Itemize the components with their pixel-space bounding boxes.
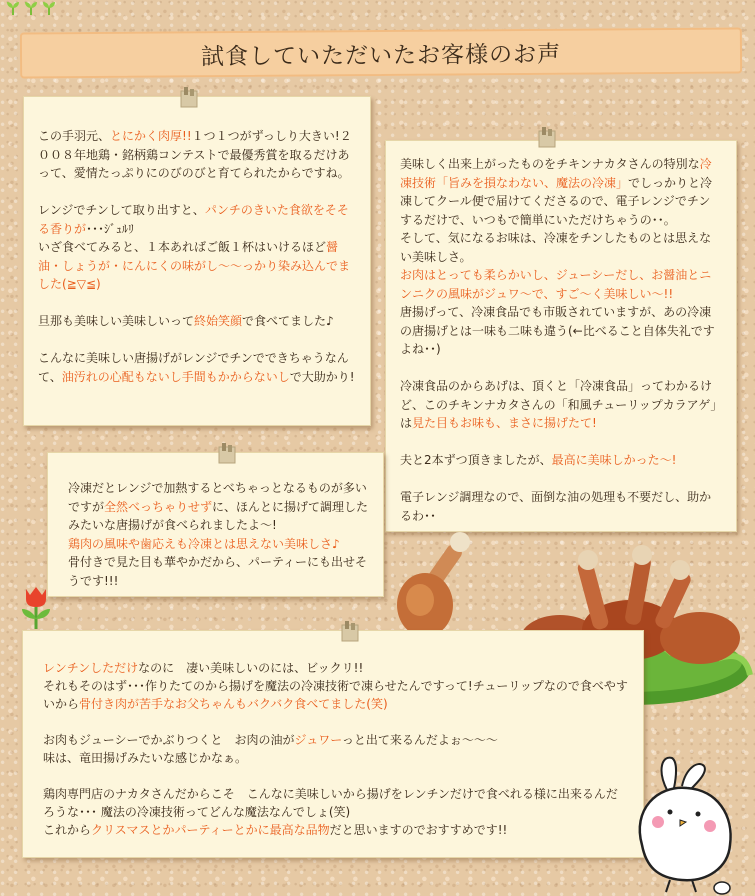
pushpin-icon [218, 443, 236, 465]
review-a-para-3 [38, 312, 356, 331]
highlight-text: 醤油・しょうが・にんにくの味がし～～っかり染み込んでました(≧▽≦) [38, 240, 351, 291]
text-segment: こんなに美味しい唐揚げがレンジでチンでできちゃうなんて、 [38, 351, 349, 384]
text-segment: に、ほんとに揚げて調理したみたいな唐揚げが食べられましたよ～! [68, 499, 369, 532]
text-segment: っと出て来るんだよぉ～～～ 味は、竜田揚げみたいな感じかなぁ。 [43, 733, 498, 765]
text-segment: 骨付きで見た目も華やかだから、パーティーにも出せそうです!!! [68, 555, 368, 588]
text-segment: 夫と2本ずつ頂きましたが、 [400, 453, 552, 467]
bird-mascot-icon [612, 750, 752, 896]
text-segment: 美味しく出来上がったものをチキンナカタさんの特別な [400, 157, 700, 171]
text-segment: 電子レンジ調理なので、面倒な油の処理も不要だし、助かるわ･･ [400, 490, 712, 523]
sprout-icon [42, 0, 56, 14]
highlight-text: お肉はとっても柔らかいし、ジューシーだし、お醤油とニンニクの風味がジュワ～で、すご～く美味しい～!! [400, 268, 712, 301]
tulip-icon [18, 583, 54, 629]
review-d-para-3 [43, 785, 629, 839]
review-b-para-1 [400, 155, 722, 359]
pushpin-icon [180, 87, 198, 109]
text-segment: でしっかりと冷凍してクール便で届けてくださるので、電子レンジでチンするだけで、いつもで簡単にいただけちゃうの･･。 そして、気になるお味は、冷凍をチンしたものとは思えない美味しさ。 [400, 175, 713, 264]
text-segment: なのに 凄い美味しいのには、ビックリ!! それもそのはず･･･作りたてのから揚げを魔法の冷凍技術で凍らせたんですって!チューリップなので食べやすいから [43, 661, 628, 711]
highlight-text: 鶏肉の風味や歯応えも冷凍とは思えない美味しさ♪ [68, 536, 340, 551]
review-card-a [23, 96, 371, 426]
highlight-text: 終始笑顔 [194, 314, 243, 328]
highlight-text: 最高に美味しかった～! [551, 453, 677, 467]
highlight-text: とにかく肉厚!! [110, 129, 192, 143]
text-segment: 唐揚げって、冷凍食品でも市販されていますが、あの冷凍の唐揚げとは一味も二味も違う(←比べること自体失礼ですよね･･) [400, 305, 715, 356]
text-segment: だと思いますのでおすすめです!! [329, 823, 508, 837]
review-b-para-3 [400, 451, 722, 470]
highlight-text: 見た目もお味も、まさに揚げたて! [412, 416, 597, 430]
review-card-b [385, 140, 737, 532]
review-c-para-1 [68, 479, 369, 590]
highlight-text: 骨付き肉が苦手なお父ちゃんもバクバク食べてました(笑) [79, 697, 388, 711]
text-segment: この手羽元、 [38, 129, 111, 143]
review-a-para-2 [38, 201, 356, 294]
page-title: 試食していただいたお客様のお声 [200, 41, 562, 70]
sprout-icon [24, 0, 38, 14]
highlight-text: レンチンしただけ [43, 661, 139, 675]
highlight-text: 冷凍技術「旨みを損なわない、魔法の冷凍」 [400, 157, 712, 190]
text-segment: 旦那も美味しい美味しいって [38, 314, 195, 328]
text-segment: で食べてました♪ [242, 314, 334, 328]
highlight-text: ジュワー [294, 733, 342, 747]
pushpin-icon [538, 127, 556, 149]
highlight-text: パンチのきいた食欲をそそる香りが [38, 203, 349, 236]
text-segment: １つ１つがずっしり大きい!２００８年地鶏・銘柄鶏コンテストで最優秀賞を取るだけあって、愛情たっぷりにのびのびと育てられたからですね。 [38, 129, 352, 180]
title-banner [20, 27, 742, 78]
pushpin-icon [341, 621, 359, 643]
review-card-c [47, 452, 384, 597]
text-segment: お肉もジューシーでかぶりつくと お肉の油が [43, 733, 295, 747]
text-segment: 冷凍だとレンジで加熱するとべちゃっとなるものが多いですが [68, 481, 367, 514]
review-card-d [22, 630, 644, 858]
highlight-text: 全然べっちゃりせず [104, 499, 213, 514]
highlight-text: 油汚れの心配もないし手間もかからないし [61, 369, 290, 384]
text-segment: ･･･ｼﾞｭﾙﾘ いざ食べてみると、１本あればご飯１杯はいけるほど [38, 221, 327, 254]
text-segment: レンジでチンして取り出すと、 [38, 203, 205, 217]
review-a-para-4 [38, 349, 356, 386]
review-a-para-1 [38, 127, 356, 183]
review-b-para-2 [400, 377, 722, 433]
text-segment: 冷凍食品のからあげは、頂くと「冷凍食品」ってわかるけど、このチキンナカタさんの「和風チューリップカラアゲ」は [400, 379, 717, 430]
highlight-text: クリスマスとかパーティーとかに最高な品物 [91, 823, 330, 837]
review-d-para-1 [43, 659, 629, 713]
text-segment: 鶏肉専門店のナカタさんだからこそ こんなに美味しいから揚げをレンチンだけで食べれる様に出来るんだろうな･･･ 魔法の冷凍技術ってどんな魔法なんでしょ(笑) これから [43, 787, 618, 837]
text-segment: で大助かり! [289, 369, 355, 384]
sprout-decoration [6, 0, 56, 14]
sprout-icon [6, 0, 20, 14]
review-d-para-2 [43, 731, 629, 767]
